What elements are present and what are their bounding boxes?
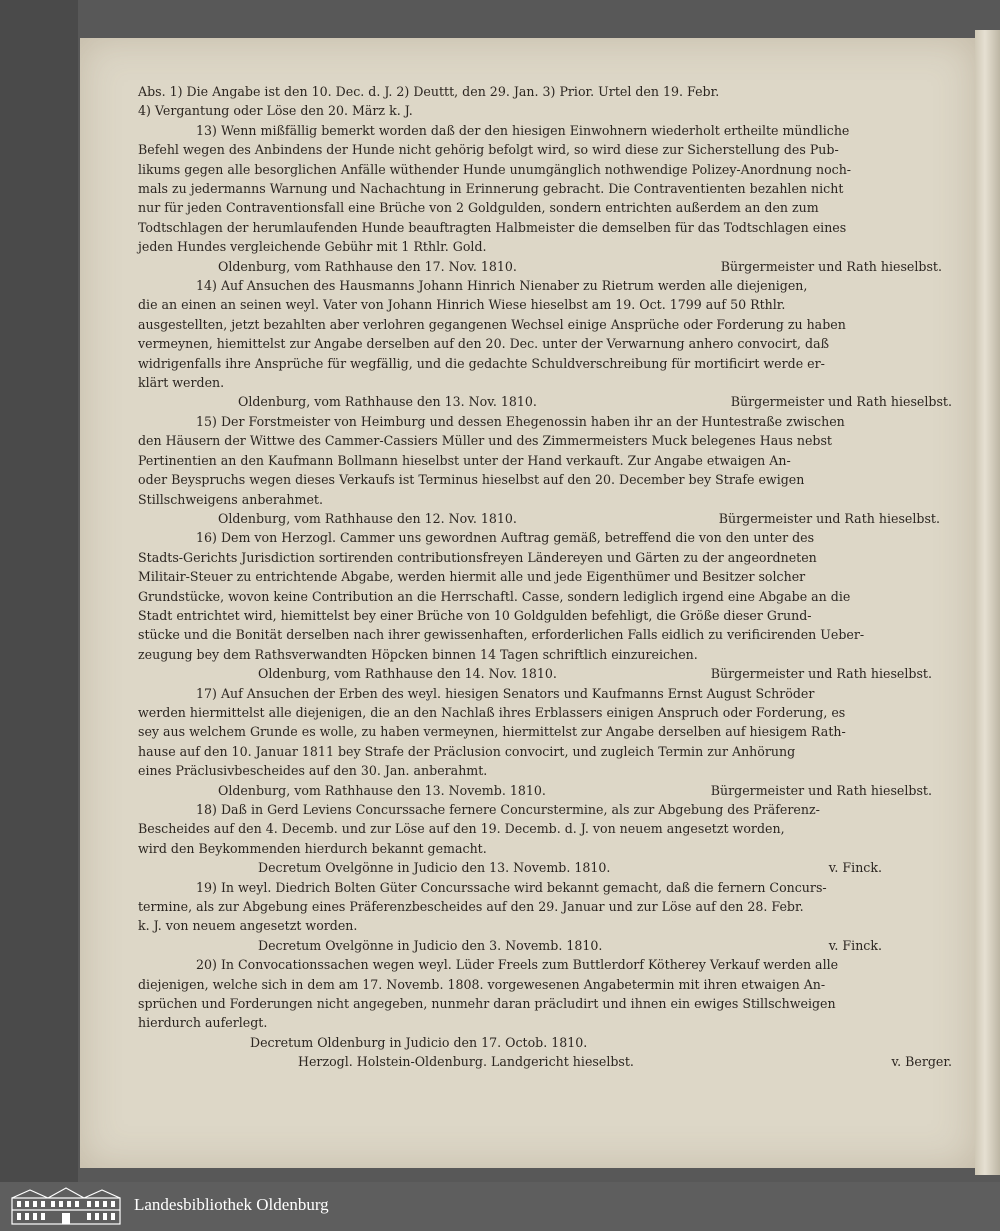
text-line: hause auf den 10. Januar 1811 bey Strafe der Präclusion convocirt, und zugleich Termin zur Anhörung [138,743,796,759]
notice-20 [138,955,960,1071]
notice-19 [138,878,960,956]
text-line: diejenigen, welche sich in dem am 17. Novemb. 1808. vorgewesenen Angabetermin mit ihren etwaigen An- [138,976,826,992]
text-line: den Häusern der Wittwe des Cammer-Cassiers Müller und des Zimmermeisters Muck belegenes Haus nebst [138,433,832,449]
signature-line [138,781,960,800]
page-edge [975,30,1000,1175]
signature-place-date: Oldenburg, vom Rathhause den 13. Novemb. 1810. [218,782,546,798]
signature-authority: Herzogl. Holstein-Oldenburg. Landgericht hieselbst. [298,1054,634,1070]
text-line: klärt werden. [138,375,225,391]
notice-13 [138,121,960,276]
library-name: Landesbibliothek Oldenburg [134,1195,329,1214]
signature-authority: Bürgermeister und Rath hieselbst. [710,782,932,798]
text-line: 13) Wenn mißfällig bemerkt worden daß der den hiesigen Einwohnern wiederholt ertheilte mündliche [196,122,850,138]
notice-17 [138,684,960,800]
text-line: die an einen an seinen weyl. Vater von Johann Hinrich Wiese hieselbst am 19. Oct. 1799 auf 50 Rthlr. [138,297,786,313]
signature-authority: Bürgermeister und Rath hieselbst. [718,510,940,526]
signature-authority: Bürgermeister und Rath hieselbst. [720,258,942,274]
text-line: Grundstücke, wovon keine Contribution an die Herrschaftl. Casse, sondern lediglich irgend eine Abgabe an die [138,588,851,604]
text-line: sey aus welchem Grunde es wolle, zu haben vermeynen, hiermittelst zur Angabe derselben auf hiesigem Rath- [138,724,846,740]
signature-line [138,936,960,955]
signature-authority: v. Finck. [828,860,882,876]
text-line: hierdurch auferlegt. [138,1015,268,1031]
library-building-logo-icon [10,1186,122,1226]
signature-authority: Bürgermeister und Rath hieselbst. [710,666,932,682]
text-line: eines Präclusivbescheides auf den 30. Jan. anberahmt. [138,763,488,779]
text-line: 17) Auf Ansuchen der Erben des weyl. hiesigen Senators und Kaufmanns Ernst August Schröder [196,685,815,701]
text-line: vermeynen, hiemittelst zur Angabe derselben auf den 20. Dec. unter der Verwarnung anhero convocirt, daß [138,336,829,352]
text-line: 16) Dem von Herzogl. Cammer uns gewordnen Auftrag gemäß, betreffend die von den unter des [196,530,815,546]
signature-line [138,858,960,877]
text-line: ausgestellten, jetzt bezahlten aber verlohren gegangenen Wechsel einige Ansprüche oder Forderung zu haben [138,316,846,332]
notice-15 [138,412,960,528]
notice-12-tail [138,82,960,121]
signature-authority: Bürgermeister und Rath hieselbst. [730,394,952,410]
signature-place-date: Oldenburg, vom Rathhause den 13. Nov. 1810. [238,394,537,410]
text-line: Befehl wegen des Anbindens der Hunde nicht gehörig befolgt wird, so wird diese zur Sicherstellung des Pub- [138,142,839,158]
text-line: 14) Auf Ansuchen des Hausmanns Johann Hinrich Nienaber zu Rietrum werden alle diejenigen, [196,278,808,294]
signature-authority: v. Finck. [828,937,882,953]
text-line: Abs. 1) Die Angabe ist den 10. Dec. d. J. 2) Deuttt, den 29. Jan. 3) Prior. Urtel den 19. Febr. [138,84,720,99]
library-footer-bar [0,1182,1000,1231]
text-line: 20) In Convocationssachen wegen weyl. Lüder Freels zum Buttlerdorf Kötherey Verkauf werden alle [196,957,839,973]
signature-place-date: Decretum Ovelgönne in Judicio den 3. Novemb. 1810. [258,937,603,953]
text-line: sprüchen und Forderungen nicht angegeben, nunmehr daran präcludirt und ihnen ein ewiges Stillschweigen [138,995,836,1011]
signature-place-date: Oldenburg, vom Rathhause den 14. Nov. 1810. [258,666,557,682]
text-line: oder Beyspruchs wegen dieses Verkaufs ist Terminus hieselbst auf den 20. December bey Strafe ewigen [138,472,805,488]
text-line: Todtschlagen der herumlaufenden Hunde beauftragten Halbmeister die demselben für das Todtschlagen eines [138,219,847,235]
signature-line [138,392,960,411]
signature-official: v. Berger. [891,1054,952,1070]
signature-line [138,1052,960,1071]
signature-line [138,664,960,683]
document-text [138,82,960,1072]
text-line: likums gegen alle besorglichen Anfälle wüthender Hunde unumgänglich nothwendige Polizey-Anordnung noch- [138,161,852,177]
notice-16 [138,528,960,683]
signature-place-date: Oldenburg, vom Rathhause den 12. Nov. 1810. [218,510,517,526]
text-line: Pertinentien an den Kaufmann Bollmann hieselbst unter der Hand verkauft. Zur Angabe etwaigen An- [138,452,791,468]
text-line: Stadt entrichtet wird, hiemittelst bey einer Brüche von 10 Goldgulden befehligt, die Größe dieser Grund- [138,607,812,623]
text-line: Stillschweigens anberahmet. [138,491,323,507]
text-line: k. J. von neuem angesetzt worden. [138,918,358,934]
scanner-bed-left [0,0,78,1182]
text-line: zeugung bey dem Rathsverwandten Höpcken binnen 14 Tagen schriftlich einzureichen. [138,646,698,662]
text-line: 19) In weyl. Diedrich Bolten Güter Concurssache wird bekannt gemacht, daß die fernern Concurs- [196,879,827,895]
text-line: widrigenfalls ihre Ansprüche für wegfällig, und die gedachte Schuldverschreibung für mortificirt werde er- [138,355,825,371]
signature-line [138,257,960,276]
notice-14 [138,276,960,412]
signature-line [138,1033,960,1052]
text-line: nur für jeden Contraventionsfall eine Brüche von 2 Goldgulden, sondern entrichten außerdem an den zum [138,200,819,216]
text-line: wird den Beykommenden hierdurch bekannt gemacht. [138,840,487,856]
notice-18 [138,800,960,878]
text-line: stücke und die Bonität derselben nach ihrer gewissenhaften, erforderlichen Falls eidlich zu verificirenden Ueber- [138,627,865,643]
text-line: jeden Hundes vergleichende Gebühr mit 1 Rthlr. Gold. [138,239,487,255]
text-line: 4) Vergantung oder Löse den 20. März k. J. [138,103,413,119]
text-line: 18) Daß in Gerd Leviens Concurssache fernere Concurstermine, als zur Abgebung des Präferenz- [196,801,820,817]
signature-place-date: Decretum Oldenburg in Judicio den 17. Octob. 1810. [250,1034,588,1050]
signature-line [138,509,960,528]
text-line: mals zu jedermanns Warnung und Nachachtung in Erinnerung gebracht. Die Contraventienten bezahlen nicht [138,181,844,197]
signature-place-date: Oldenburg, vom Rathhause den 17. Nov. 1810. [218,258,517,274]
text-line: Stadts-Gerichts Jurisdiction sortirenden contributionsfreyen Ländereyen und Gärten zu der angeordneten [138,549,817,565]
text-line: Bescheides auf den 4. Decemb. und zur Löse auf den 19. Decemb. d. J. von neuem angesetzt worden, [138,821,785,837]
signature-place-date: Decretum Ovelgönne in Judicio den 13. Novemb. 1810. [258,860,611,876]
text-line: werden hiermittelst alle diejenigen, die an den Nachlaß ihres Erblassers einigen Anspruch oder Forderung, es [138,704,846,720]
text-line: Militair-Steuer zu entrichtende Abgabe, werden hiermit alle und jede Eigenthümer und Besitzer solcher [138,569,806,585]
text-line: termine, als zur Abgebung eines Präferenzbescheides auf den 29. Januar und zur Löse auf den 28. Febr. [138,898,804,914]
text-line: 15) Der Forstmeister von Heimburg und dessen Ehegenossin haben ihr an der Huntestraße zwischen [196,413,845,429]
